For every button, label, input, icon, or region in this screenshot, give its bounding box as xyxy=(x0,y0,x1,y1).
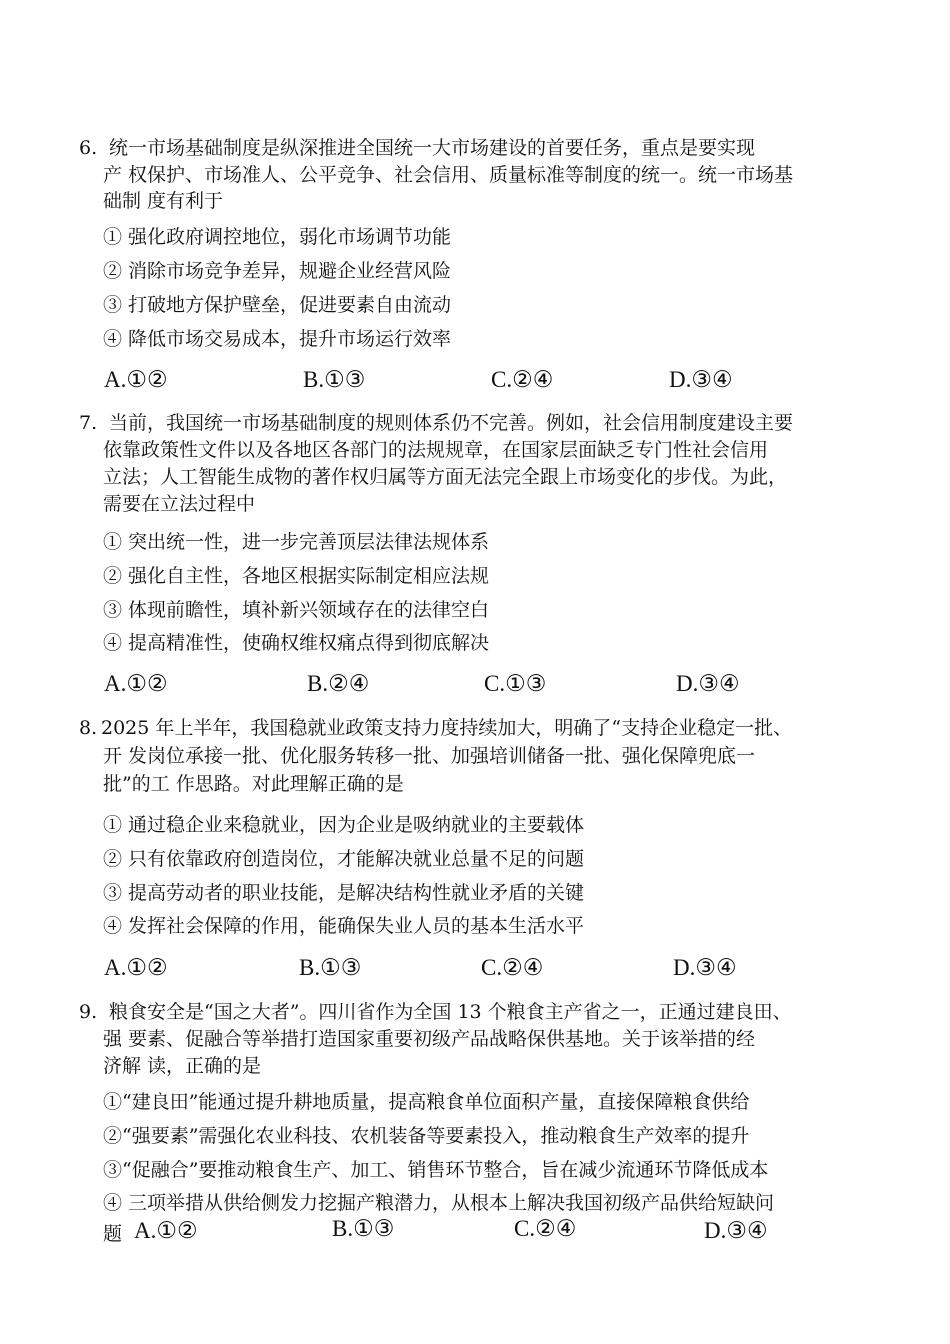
choice-b[interactable]: B.①③ xyxy=(332,1216,395,1241)
statement-3: ③“促融合”要推动粮食生产、加工、销售环节整合，旨在减少流通环节降低成本 xyxy=(103,1159,769,1181)
choice-c[interactable]: C.①③ xyxy=(484,671,547,696)
question-stem-line: 需要在立法过程中 xyxy=(103,493,256,515)
choice-a[interactable]: A.①② xyxy=(104,955,168,980)
statement-2: ② 只有依靠政府创造岗位，才能解决就业总量不足的问题 xyxy=(103,848,585,870)
statement-1: ① 强化政府调控地位，弱化市场调节功能 xyxy=(103,226,452,248)
choice-d[interactable]: D.③④ xyxy=(673,955,737,980)
choice-b[interactable]: B.①③ xyxy=(303,367,366,392)
statement-3: ③ 体现前瞻性，填补新兴领域存在的法律空白 xyxy=(103,599,490,621)
choice-c[interactable]: C.②④ xyxy=(491,367,554,392)
question-number: 9. xyxy=(79,1001,98,1023)
question-stem-line: 统一市场基础制度是纵深推进全国统一大市场建设的首要任务，重点是要实现 xyxy=(109,137,756,159)
statement-3: ③ 打破地方保护壁垒，促进要素自由流动 xyxy=(103,294,452,316)
question-stem-line: 开 发岗位承接一批、优化服务转移一批、加强培训储备一批、强化保障兜底一 xyxy=(103,745,756,767)
question-stem-line: 础制 度有利于 xyxy=(103,190,224,212)
choice-a[interactable]: A.①② xyxy=(104,367,168,392)
choice-a[interactable]: A.①② xyxy=(104,671,168,696)
statement-4: ④ 降低市场交易成本，提升市场运行效率 xyxy=(103,328,452,350)
statement-2: ② 强化自主性，各地区根据实际制定相应法规 xyxy=(103,565,490,587)
statement-1: ① 突出统一性，进一步完善顶层法律法规体系 xyxy=(103,531,490,553)
question-stem-line: 产 权保护、市场准人、公平竞争、社会信用、质量标准等制度的统一。统一市场基 xyxy=(103,164,794,186)
question-stem-line: 当前，我国统一市场基础制度的规则体系仍不完善。例如，社会信用制度建设主要 xyxy=(109,412,794,434)
choice-b[interactable]: B.①③ xyxy=(299,955,362,980)
question-stem-line: 粮食安全是“国之大者”。四川省作为全国 13 个粮食主产省之一，正通过建良田、 xyxy=(109,1001,792,1023)
choice-d[interactable]: D.③④ xyxy=(704,1218,768,1243)
statement-4: ④ 三项举措从供给侧发力挖掘产粮潜力，从根本上解决我国初级产品供给短缺问 xyxy=(103,1192,775,1214)
statement-4-tail: 题 xyxy=(103,1223,123,1245)
question-stem-line: 批”的工 作思路。对此理解正确的是 xyxy=(103,773,404,795)
question-stem-line: 济解 读，正确的是 xyxy=(103,1055,262,1077)
question-stem-line: 依靠政策性文件以及各地区各部门的法规规章，在国家层面缺乏专门性社会信用 xyxy=(103,439,769,461)
statement-2: ②“强要素”需强化农业科技、农机装备等要素投入，推动粮食生产效率的提升 xyxy=(103,1125,750,1147)
choice-c[interactable]: C.②④ xyxy=(481,955,544,980)
question-number: 8. xyxy=(79,717,98,739)
question-stem-line: 立法；人工智能生成物的著作权归属等方面无法完全跟上市场变化的步伐。为此， xyxy=(103,466,788,488)
statement-1: ①“建良田”能通过提升耕地质量，提高粮食单位面积产量，直接保障粮食供给 xyxy=(103,1091,750,1113)
statement-4: ④ 提高精准性，使确权维权痛点得到彻底解决 xyxy=(103,632,490,654)
question-number: 7. xyxy=(79,412,98,434)
statement-3: ③ 提高劳动者的职业技能，是解决结构性就业矛盾的关键 xyxy=(103,882,585,904)
choice-c[interactable]: C.②④ xyxy=(514,1216,577,1241)
choice-a[interactable]: A.①② xyxy=(134,1218,198,1243)
statement-1: ① 通过稳企业来稳就业，因为企业是吸纳就业的主要载体 xyxy=(103,814,585,836)
question-number: 6. xyxy=(79,137,98,159)
question-stem-line: 2025 年上半年，我国稳就业政策支持力度持续加大，明确了“支持企业稳定一批、 xyxy=(101,717,793,739)
statement-2: ② 消除市场竞争差异，规避企业经营风险 xyxy=(103,260,452,282)
choice-b[interactable]: B.②④ xyxy=(307,671,370,696)
choice-d[interactable]: D.③④ xyxy=(676,671,740,696)
statement-4: ④ 发挥社会保障的作用，能确保失业人员的基本生活水平 xyxy=(103,915,585,937)
question-stem-line: 强 要素、促融合等举措打造国家重要初级产品战略保供基地。关于该举措的经 xyxy=(103,1028,756,1050)
choice-d[interactable]: D.③④ xyxy=(669,367,733,392)
